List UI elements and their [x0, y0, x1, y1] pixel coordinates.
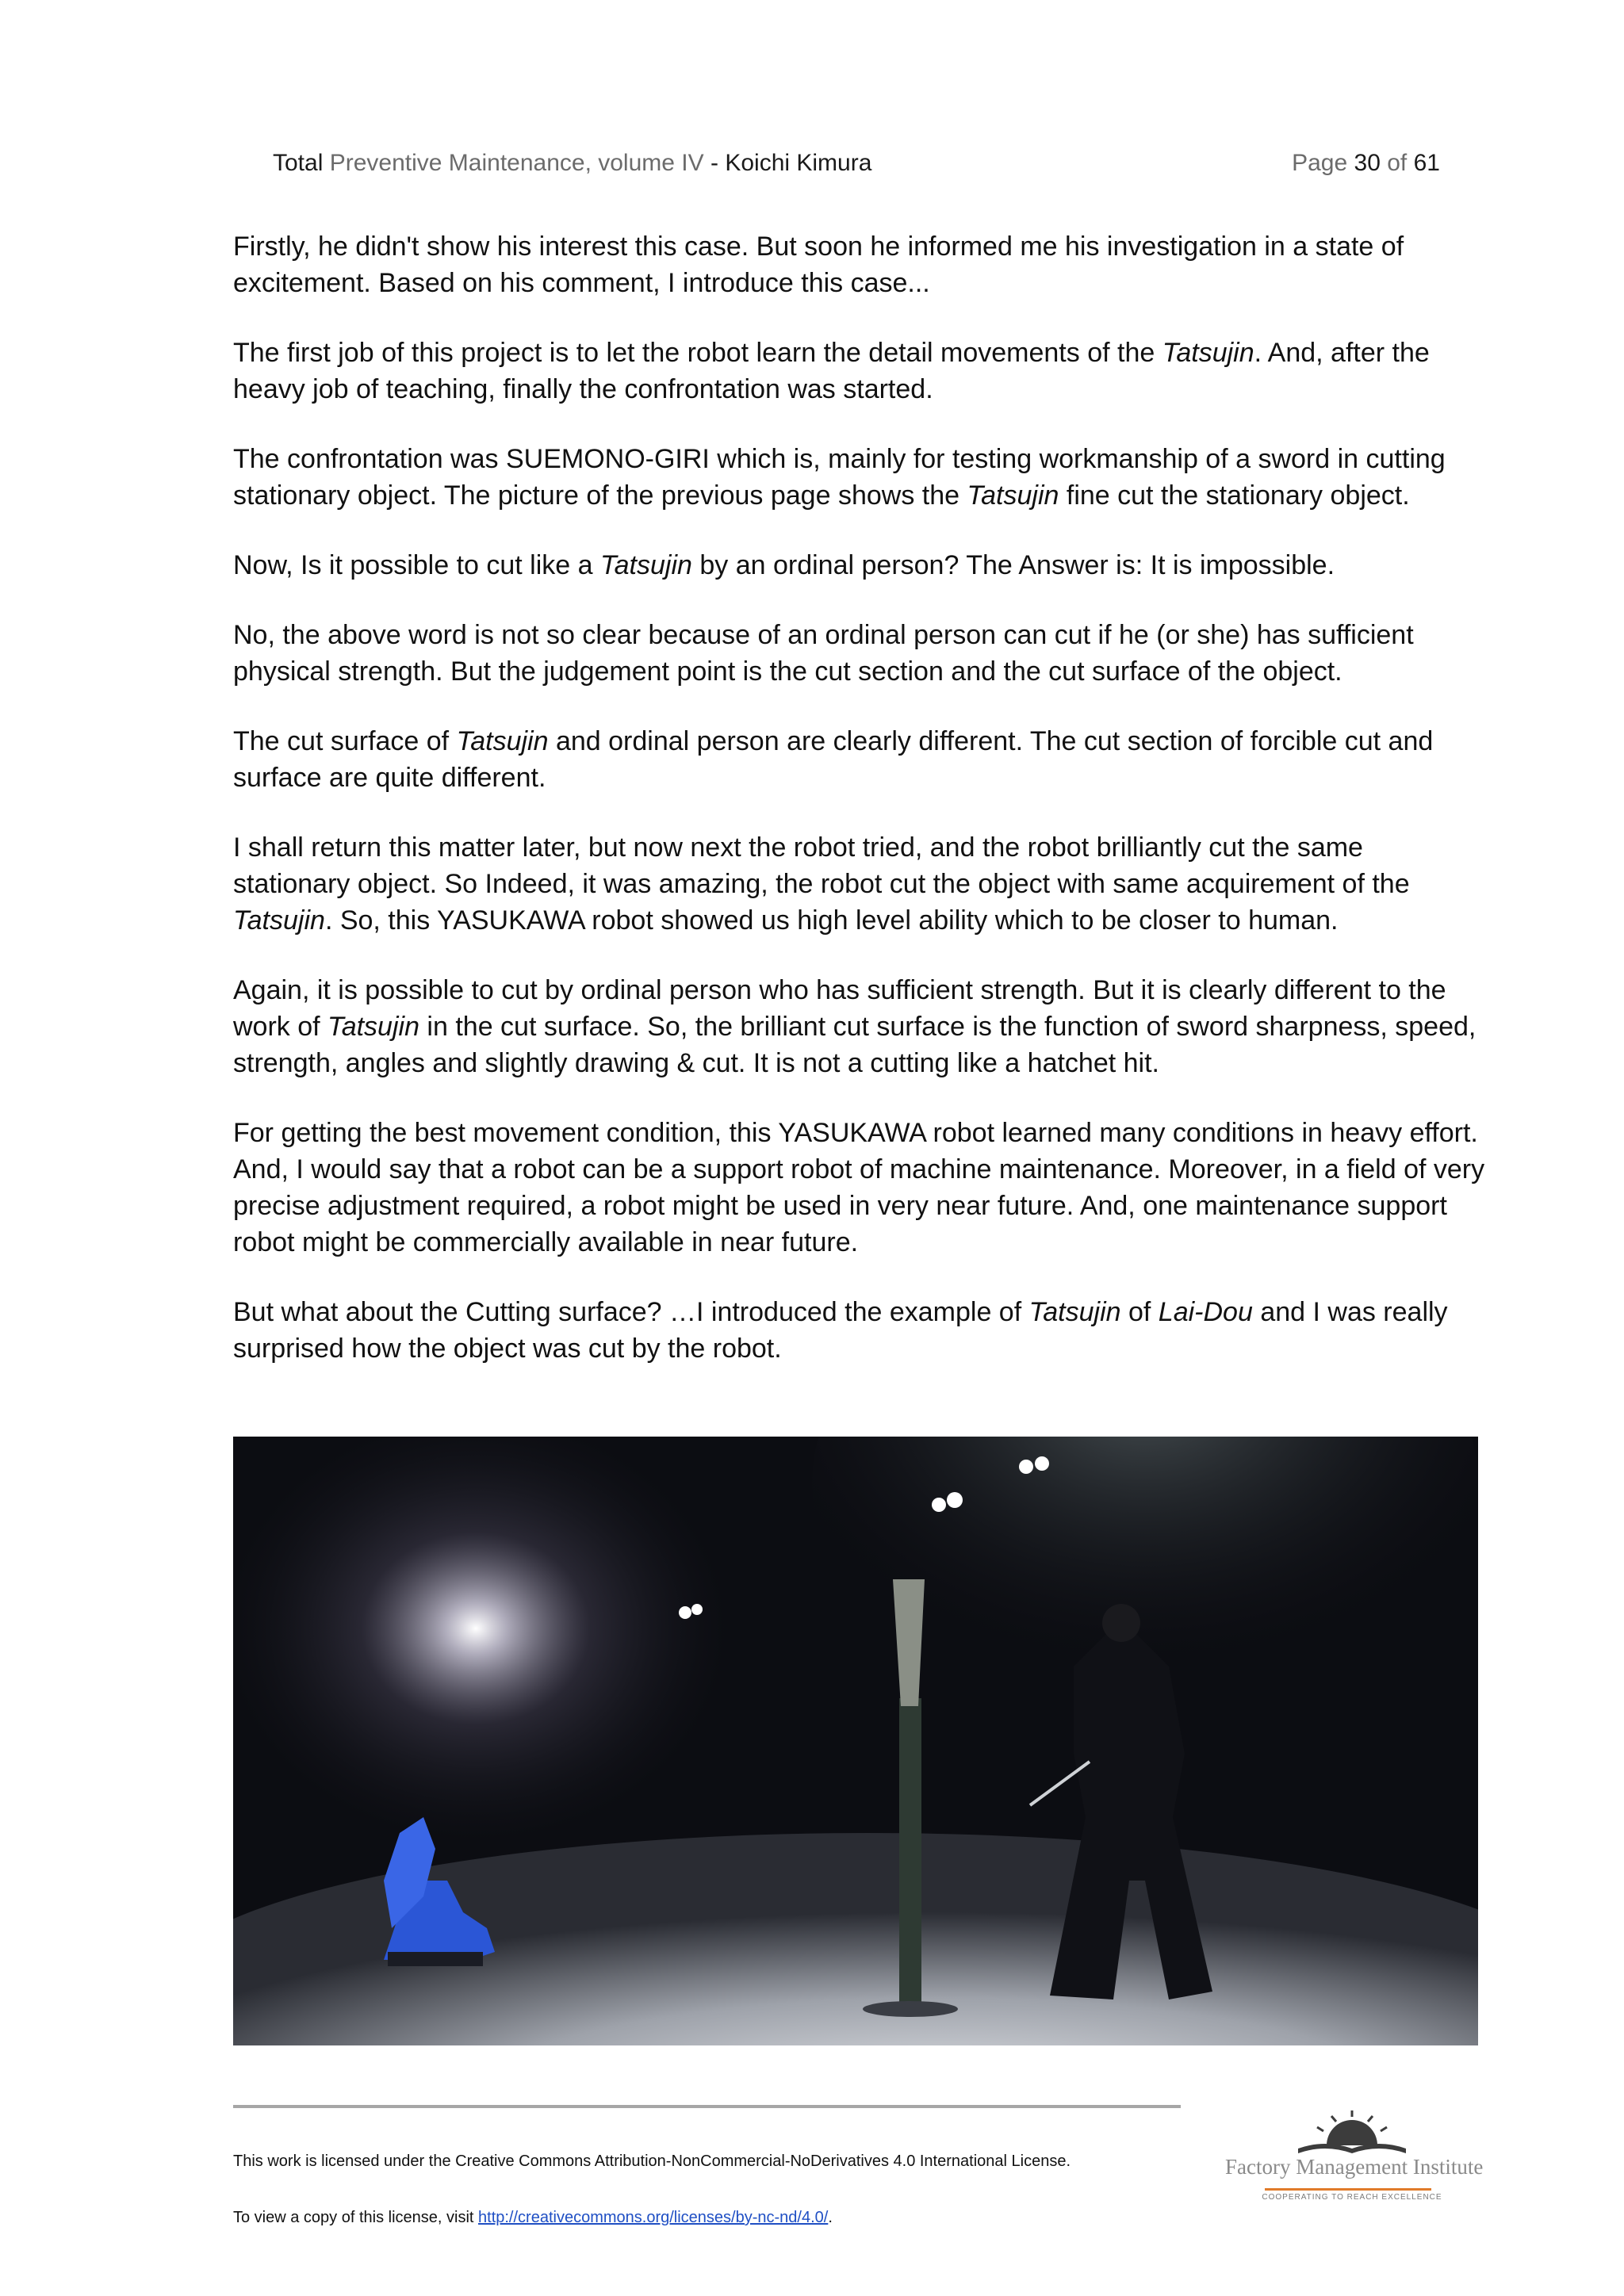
page-counter: [1292, 146, 1440, 181]
license-link[interactable]: http://creativecommons.org/licenses/by-nc-nd/4.0/: [478, 2209, 829, 2226]
author-name: Koichi Kimura: [725, 150, 872, 176]
text-run: . And, after the heavy job of teaching, finally the confrontation was started.: [233, 338, 1430, 404]
body-paragraph: [233, 617, 1486, 690]
body-paragraph: [233, 228, 1486, 301]
body-paragraph: [233, 723, 1486, 796]
page-number: 30: [1354, 150, 1381, 176]
license-link-suffix: .: [828, 2209, 833, 2226]
text-run: Firstly, he didn't show his interest this case. But soon he informed me his investigation in a state of excitement. Based on his comment, I introduce this case...: [233, 232, 1404, 298]
italic-term: Tatsujin: [599, 550, 692, 580]
title-rest: Preventive Maintenance, volume IV: [329, 150, 704, 176]
footer-divider: [233, 2105, 1181, 2108]
book-sun-icon: [1225, 2109, 1479, 2156]
body-paragraph: [233, 335, 1486, 408]
italic-term: Lai-Dou: [1158, 1297, 1253, 1327]
body-paragraph: [233, 972, 1486, 1081]
text-run: The first job of this project is to let the robot learn the detail movements of the: [233, 338, 1162, 368]
photo-robot-vs-swordsman: [233, 1437, 1478, 2045]
fmi-logo: [1225, 2109, 1484, 2212]
logo-accent-bar: [1265, 2188, 1431, 2191]
license-link-line: [233, 2206, 833, 2229]
text-run: No, the above word is not so clear because of an ordinal person can cut if he (or she) has sufficient physical strength. But the judgement point is the cut section and the cut surface of the object.: [233, 620, 1414, 687]
body-paragraph: [233, 829, 1486, 939]
text-run: . So, this YASUKAWA robot showed us high level ability which to be closer to human.: [324, 905, 1339, 936]
page-label: Page: [1292, 150, 1348, 176]
body-paragraph: [233, 441, 1486, 514]
text-run: Now, Is it possible to cut like a: [233, 550, 600, 580]
text-run: For getting the best movement condition, this YASUKAWA robot learned many conditions in heavy effort. And, I would say that a robot can be a support robot of machine maintenance. Moreover, in a field of very precise adjustment required, a robot might be used in very near future. And, one maintenance support robot might be commercially available in near future.: [233, 1118, 1485, 1257]
text-run: The cut surface of: [233, 726, 457, 756]
title-total: Total: [273, 150, 324, 176]
italic-term: Tatsujin: [1162, 338, 1254, 368]
italic-term: Tatsujin: [1028, 1297, 1121, 1327]
italic-term: Tatsujin: [327, 1012, 419, 1042]
body-paragraph: [233, 1115, 1486, 1261]
body-paragraph: [233, 547, 1486, 584]
italic-term: Tatsujin: [233, 905, 325, 936]
title-separator: -: [710, 150, 718, 176]
text-run: of: [1120, 1297, 1159, 1327]
logo-tagline: COOPERATING TO REACH EXCELLENCE: [1262, 2193, 1442, 2202]
italic-term: Tatsujin: [967, 480, 1059, 511]
text-run: I shall return this matter later, but now next the robot tried, and the robot brilliantly cut the same stationary object. So Indeed, it was amazing, the robot cut the object with same acquirement of the: [233, 832, 1410, 899]
italic-term: Tatsujin: [456, 726, 549, 756]
text-run: and I was really surprised how the object was cut by the robot.: [233, 1297, 1448, 1364]
text-run: Again, it is possible to cut by ordinal person who has sufficient strength. But it is clearly different to the work of: [233, 975, 1446, 1042]
document-title: [273, 146, 871, 181]
body-text: [233, 228, 1486, 1400]
license-link-prefix: To view a copy of this license, visit: [233, 2209, 479, 2226]
text-run: in the cut surface. So, the brilliant cut surface is the function of sword sharpness, speed, strength, angles and slightly drawing & cut. It is not a cutting like a hatchet hit.: [233, 1012, 1477, 1078]
page-total: 61: [1413, 150, 1440, 176]
photo-illustration: [233, 1437, 1478, 2045]
text-run: and ordinal person are clearly different. The cut section of forcible cut and surface are quite different.: [233, 726, 1434, 793]
text-run: But what about the Cutting surface? …I introduced the example of: [233, 1297, 1029, 1327]
text-run: by an ordinal person? The Answer is: It is impossible.: [691, 550, 1335, 580]
page-header: [273, 146, 1440, 181]
page-of: of: [1387, 150, 1408, 176]
text-run: The confrontation was SUEMONO-GIRI which is, mainly for testing workmanship of a sword in cutting stationary object. The picture of the previous page shows the: [233, 444, 1446, 511]
license-statement: This work is licensed under the Creative Commons Attribution-NonCommercial-NoDerivatives 4.0 International License.: [233, 2152, 1071, 2170]
logo-name: Factory Management Institute: [1225, 2155, 1484, 2179]
body-paragraph: [233, 1294, 1486, 1367]
text-run: fine cut the stationary object.: [1059, 480, 1410, 511]
